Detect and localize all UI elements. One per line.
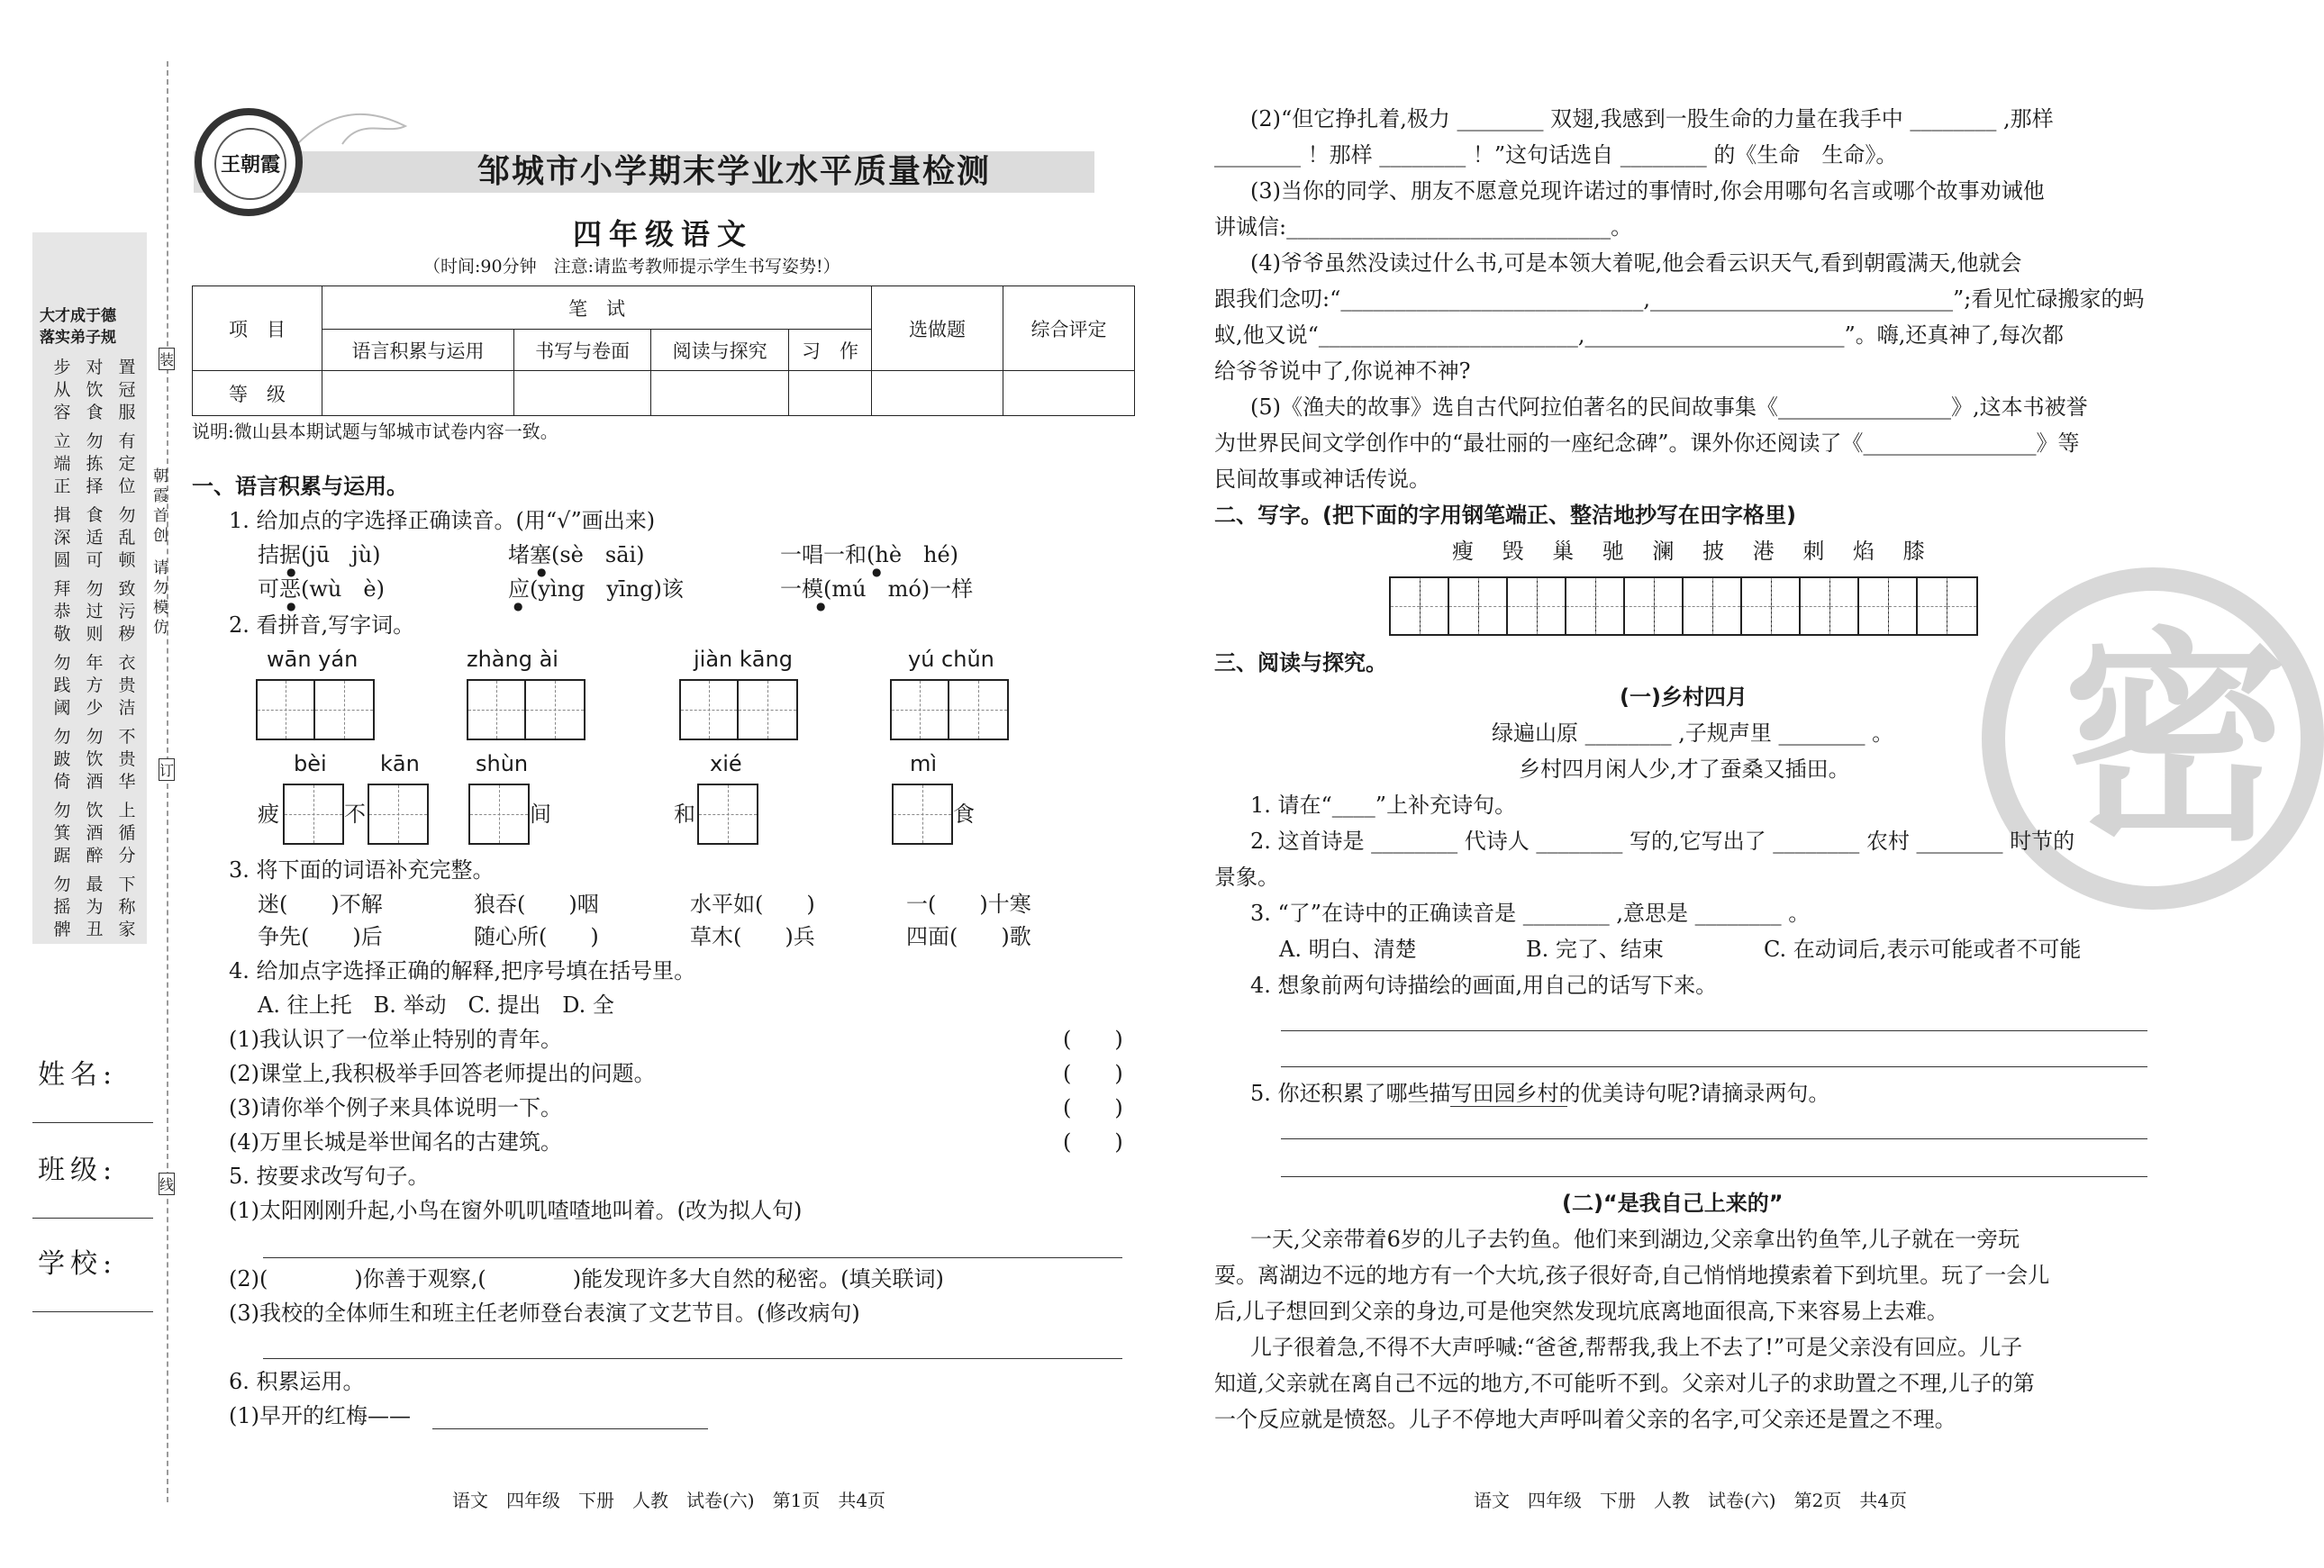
q1-item-2[interactable]: 堵塞(sè sāi) [508, 542, 645, 567]
q2-char-4: 和 [674, 802, 695, 827]
q4-options: A. 往上托 B. 举动 C. 提出 D. 全 [258, 992, 614, 1018]
p2-line-4: 讲诚信:______________________________。 [1214, 214, 1633, 240]
q1-item-6[interactable]: 一模(mú mó)一样 [780, 576, 974, 602]
q3-item-3[interactable]: 水平如( ) [690, 892, 815, 917]
story-line-4: 儿子很着急,不得不大声呼喊:“爸爸,帮帮我,我上不去了!”可是父亲没有回应。儿子 [1250, 1335, 2023, 1360]
q6-item-1: (1)早开的红梅—— [229, 1403, 411, 1428]
story-line-2: 耍。离湖边不远的地方有一个大坑,孩子很好奇,自己悄悄地摸索着下到坑里。玩了一会儿 [1214, 1263, 2050, 1288]
q2-grid-9[interactable] [892, 784, 953, 845]
p2-line-7: 蚁,他又说“________________________,________________________”。嗨,还真神了,每次都 [1214, 322, 2065, 348]
q4-item-3: (3)请你举个例子来具体说明一下。 [229, 1095, 562, 1120]
school-input-line[interactable] [32, 1311, 153, 1312]
q2-grid-1[interactable] [256, 679, 375, 740]
q4-answer-3[interactable]: ( ) [1063, 1095, 1123, 1120]
sub-col-1: 语言积累与运用 [322, 330, 514, 371]
rule-text: 饮酒醉 [86, 801, 104, 866]
reading-q1: 1. 请在“____”上补充诗句。 [1250, 793, 1517, 818]
q4-answer-1[interactable]: ( ) [1063, 1027, 1123, 1052]
rule-text: 上循分 [118, 801, 136, 866]
emphasis-dot: ● [286, 566, 296, 578]
reading-q3-opt-c[interactable]: C. 在动词后,表示可能或者不可能 [1764, 937, 2082, 962]
q2-char-2: 不 [344, 802, 366, 827]
q3-item-2[interactable]: 狼吞( )咽 [474, 892, 599, 917]
poem-line-2: 乡村四月闲人少,才了蚕桑又插田。 [1519, 757, 1850, 782]
q2-pinyin-4: yú chǔn [908, 647, 994, 672]
q5-item-1: (1)太阳刚刚升起,小鸟在窗外叽叽喳喳地叫着。(改为拟人句) [229, 1198, 803, 1223]
q2-grid-6[interactable] [368, 784, 429, 845]
q1-item-5[interactable]: 应(yìng yīng)该 [508, 576, 684, 602]
q5-item-2[interactable]: (2)( )你善于观察,( )能发现许多大自然的秘密。(填关联词) [229, 1266, 944, 1292]
rule-text: 步从容 [53, 358, 71, 422]
rule-text: 食适可 [86, 505, 104, 570]
story-line-1: 一天,父亲带着6岁的儿子去钓鱼。他们来到湖边,父亲拿出钓鱼竿,儿子就在一旁玩 [1250, 1227, 2020, 1252]
q2-grid-2[interactable] [467, 679, 586, 740]
exam-subtitle: 四年级语文 [573, 217, 754, 251]
section-2-grid[interactable] [1389, 576, 1978, 636]
col-xuanzuo: 选做题 [872, 286, 1003, 371]
q5-item-3: (3)我校的全体师生和班主任老师登台表演了文艺节目。(修改病句) [229, 1301, 860, 1326]
sub-col-4: 习 作 [788, 330, 871, 371]
binding-line [167, 61, 168, 1502]
binding-mark-2: 订 [159, 758, 175, 781]
q6-prompt: 6. 积累运用。 [229, 1369, 365, 1394]
section-2-title: 二、写字。(把下面的字用钢笔端正、整洁地抄写在田字格里) [1214, 503, 1796, 528]
score-cell[interactable] [872, 371, 1003, 416]
rule-text: 不贵华 [118, 727, 136, 792]
row-dengji: 等 级 [193, 371, 322, 416]
vertical-note-2: 请勿模仿 [153, 559, 168, 637]
rule-text: 有定位 [118, 431, 136, 496]
score-table [192, 286, 1135, 416]
rule-text: 勿过则 [86, 579, 104, 644]
q3-item-8[interactable]: 四面( )歌 [906, 924, 1031, 949]
q3-item-4[interactable]: 一( )十寒 [906, 892, 1031, 917]
q5-answer-line-3[interactable] [263, 1358, 1122, 1359]
q5-answer-line-1[interactable] [263, 1257, 1122, 1258]
name-input-line[interactable] [32, 1122, 153, 1123]
page2-footer: 语文 四年级 下册 人教 试卷(六) 第2页 共4页 [1474, 1490, 1908, 1511]
emphasis-dot: ● [537, 566, 547, 578]
emphasis-dot: ● [872, 566, 882, 578]
p2-line-1: (2)“但它挣扎着,极力 ________ 双翅,我感到一股生命的力量在我手中 ________ ,那样 [1250, 106, 2054, 131]
section-1-title: 一、语言积累与运用。 [192, 474, 408, 499]
q2-char-1: 疲 [258, 802, 279, 827]
school-label: 学校: [38, 1248, 118, 1280]
rule-text: 拜恭敬 [53, 579, 71, 644]
score-cell[interactable] [651, 371, 789, 416]
q2-grid-7[interactable] [468, 784, 530, 845]
reading-q5-line-1[interactable] [1281, 1138, 2147, 1139]
story-title: (二)“是我自己上来的” [1562, 1191, 1784, 1216]
p2-line-2: ________ ！那样 ________ ！”这句话选自 ________ 的《生命 生命》。 [1214, 142, 1898, 168]
motto-line-2: 落实弟子规 [40, 329, 116, 347]
col-xiangmu: 项 目 [193, 286, 322, 371]
logo: 王朝霞 [195, 108, 303, 216]
confidential-seal-char: 密 [2063, 606, 2288, 871]
rule-text: 致污秽 [118, 579, 136, 644]
binding-mark-3: 线 [159, 1173, 175, 1195]
p2-line-6: 跟我们念叨:“____________________________,____________________________”;看见忙碌搬家的蚂 [1214, 286, 2145, 312]
note: 说明:微山县本期试题与邹城市试卷内容一致。 [192, 421, 558, 442]
rule-text: 勿乱顿 [118, 505, 136, 570]
q3-item-5[interactable]: 争先( )后 [258, 924, 383, 949]
reading-q2-cont: 景象。 [1214, 865, 1279, 890]
reading-q5: 5. 你还积累了哪些描写田园乡村的优美诗句呢?请摘录两句。 [1250, 1081, 1830, 1106]
reading-q3: 3. “了”在诗中的正确读音是 ________ ,意思是 ________ 。 [1250, 901, 1811, 926]
name-label: 姓名: [38, 1059, 118, 1091]
col-bishi: 笔 试 [322, 286, 872, 330]
rule-text: 揖深圆 [53, 505, 71, 570]
reading-q5-line-2[interactable] [1281, 1176, 2147, 1177]
rule-text: 下称家 [118, 875, 136, 939]
p2-line-11: 民间故事或神话传说。 [1214, 467, 1430, 492]
q4-answer-2[interactable]: ( ) [1063, 1061, 1123, 1086]
score-cell[interactable] [322, 371, 514, 416]
q5-prompt: 5. 按要求改写句子。 [229, 1164, 430, 1189]
q2-char-5: 食 [953, 802, 975, 827]
binding-mark-1: 装 [159, 348, 175, 370]
emphasis-dot: ● [513, 600, 523, 612]
rule-text: 勿摇髀 [53, 875, 71, 939]
score-cell[interactable] [1003, 371, 1135, 416]
story-line-6: 一个反应就是愤怒。儿子不停地大声呼叫着父亲的名字,可父亲还是置之不理。 [1214, 1407, 1956, 1432]
q2-pinyin-7: shùn [476, 751, 529, 776]
q4-item-4: (4)万里长城是举世闻名的古建筑。 [229, 1129, 562, 1155]
reading-q4-line-2[interactable] [1281, 1066, 2147, 1067]
story-line-3: 后,儿子想回到父亲的身边,可是他突然发现坑底离地面很高,下来容易上去难。 [1214, 1299, 1948, 1324]
q6-answer-line[interactable] [432, 1428, 708, 1429]
q1-item-3[interactable]: 一唱一和(hè hé) [780, 542, 959, 567]
q4-item-1: (1)我认识了一位举止特别的青年。 [229, 1027, 562, 1052]
q2-pinyin-2: zhàng ài [467, 647, 558, 672]
q2-grid-5[interactable] [283, 784, 344, 845]
rule-text: 对饮食 [86, 358, 104, 422]
story-line-5: 知道,父亲就在离自己不远的地方,不可能听不到。父亲对儿子的求助置之不理,儿子的第 [1214, 1371, 2035, 1396]
q3-item-1[interactable]: 迷( )不解 [258, 892, 383, 917]
page1-footer: 语文 四年级 下册 人教 试卷(六) 第1页 共4页 [452, 1490, 886, 1511]
reading-q4-line-1[interactable] [1281, 1030, 2147, 1031]
score-cell[interactable] [513, 371, 651, 416]
vertical-note-1: 朝霞首创 [153, 467, 168, 545]
score-cell[interactable] [788, 371, 871, 416]
rule-text: 最为丑 [86, 875, 104, 939]
rule-text: 勿拣择 [86, 431, 104, 496]
reading-q4: 4. 想象前两句诗描绘的画面,用自己的话写下来。 [1250, 973, 1718, 998]
rule-text: 勿践阈 [53, 653, 71, 718]
sub-col-3: 阅读与探究 [651, 330, 789, 371]
q2-pinyin-8: xié [710, 751, 742, 776]
rule-text: 勿跛倚 [53, 727, 71, 792]
q4-item-2: (2)课堂上,我积极举手回答老师提出的问题。 [229, 1061, 656, 1086]
q4-answer-4[interactable]: ( ) [1063, 1129, 1123, 1155]
q2-pinyin-5: bèi [294, 751, 327, 776]
q3-item-7[interactable]: 草木( )兵 [690, 924, 815, 949]
section-2-chars: 瘦 毁 巢 驰 澜 披 港 刺 焰 膝 [1452, 539, 1936, 564]
p2-line-3: (3)当你的同学、朋友不愿意兑现许诺过的事情时,你会用哪句名言或哪个故事劝诫他 [1250, 178, 2045, 204]
rule-text: 年方少 [86, 653, 104, 718]
emphasis-dot: ● [816, 600, 826, 612]
banner-ribbon-icon [297, 99, 423, 153]
reading-q3-opt-a[interactable]: A. 明白、清楚 [1279, 937, 1417, 962]
p2-line-10: 为世界民间文学创作中的“最壮丽的一座纪念碑”。课外你还阅读了《________________》等 [1214, 431, 2080, 456]
p2-line-9: (5)《渔夫的故事》选自古代阿拉伯著名的民间故事集《________________》,这本书被誉 [1250, 394, 2088, 420]
rule-text: 置冠服 [118, 358, 136, 422]
p2-line-8: 给爷爷说中了,你说神不神? [1214, 358, 1471, 384]
class-label: 班级: [38, 1155, 118, 1186]
exam-info: （时间:90分钟 注意:请监考教师提示学生书写姿势!） [423, 257, 840, 276]
emphasis-dot: ● [286, 600, 296, 612]
q2-grid-3[interactable] [679, 679, 798, 740]
q2-prompt: 2. 看拼音,写字词。 [229, 612, 415, 638]
rule-text: 勿箕踞 [53, 801, 71, 866]
q1-item-1[interactable]: 拮据(jū jù) [258, 542, 381, 567]
reading-q3-opt-b[interactable]: B. 完了、结束 [1526, 937, 1664, 962]
q3-item-6[interactable]: 随心所( ) [474, 924, 599, 949]
q2-pinyin-9: mì [910, 751, 938, 776]
q2-grid-8[interactable] [697, 784, 758, 845]
q2-pinyin-6: kān [380, 751, 420, 776]
class-input-line[interactable] [32, 1218, 153, 1219]
reading-q2: 2. 这首诗是 ________ 代诗人 ________ 写的,它写出了 ________ 农村 ________ 时节的 [1250, 829, 2075, 854]
p2-line-5: (4)爷爷虽然没读过什么书,可是本领大着呢,他会看云识天气,看到朝霞满天,他就会 [1250, 250, 2022, 276]
section-3-title: 三、阅读与探究。 [1214, 650, 1387, 675]
q2-char-3: 间 [530, 802, 551, 827]
col-zonghe: 综合评定 [1003, 286, 1135, 371]
q1-item-4[interactable]: 可恶(wù è) [258, 576, 385, 602]
rule-text: 衣贵洁 [118, 653, 136, 718]
motto-line-1: 大才成于德 [40, 307, 116, 325]
q2-pinyin-1: wān yán [267, 647, 359, 672]
rule-text: 勿饮酒 [86, 727, 104, 792]
q3-prompt: 3. 将下面的词语补充完整。 [229, 857, 495, 883]
poem-line-1: 绿遍山原 ________ ,子规声里 ________ 。 [1492, 721, 1894, 746]
poem-title: (一)乡村四月 [1620, 684, 1748, 710]
q1-prompt: 1. 给加点的字选择正确读音。(用“√”画出来) [229, 508, 656, 533]
q2-pinyin-3: jiàn kāng [694, 647, 793, 672]
reading-q5-underline [1450, 1106, 1567, 1107]
q4-prompt: 4. 给加点字选择正确的解释,把序号填在括号里。 [229, 958, 696, 983]
q2-grid-4[interactable] [890, 679, 1009, 740]
rule-text: 立端正 [53, 431, 71, 496]
exam-title: 邹城市小学期末学业水平质量检测 [477, 153, 992, 190]
sub-col-2: 书写与卷面 [513, 330, 651, 371]
